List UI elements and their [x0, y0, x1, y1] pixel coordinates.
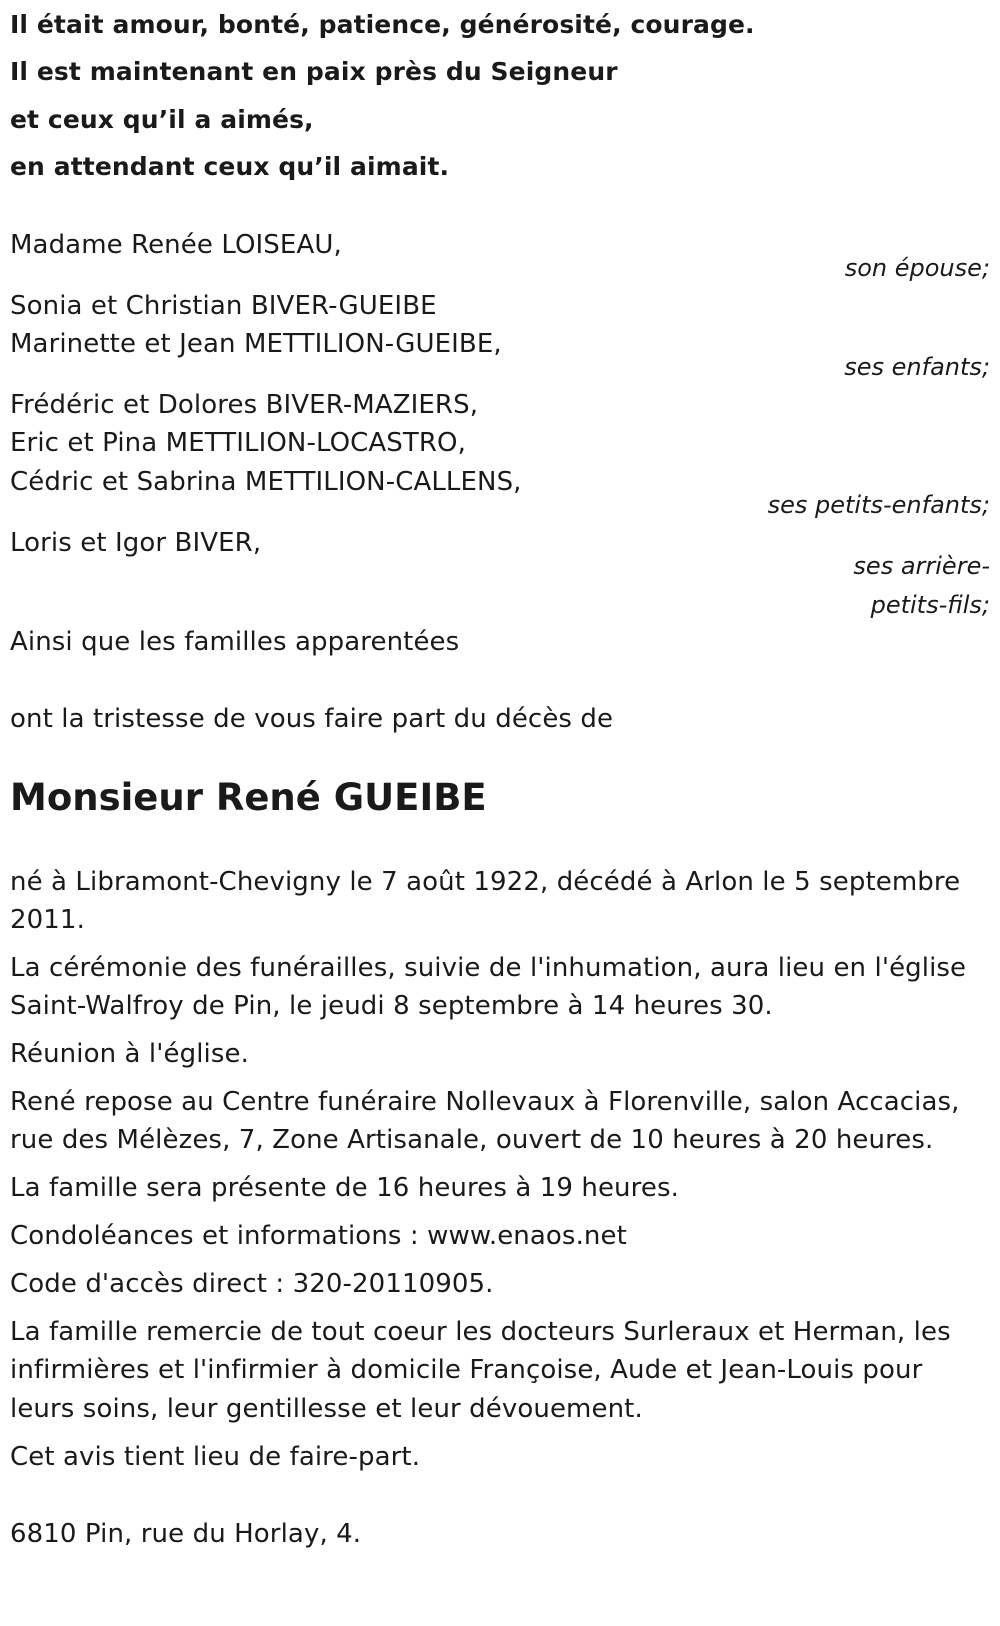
announcement-text: ont la tristesse de vous faire part du décès de [10, 704, 614, 734]
child-name-1: Sonia et Christian BIVER-GUEIBE [10, 291, 437, 321]
child-name-2: Marinette et Jean METTILION-GUEIBE, [10, 329, 502, 359]
rests-line-2: rue des Mélèzes, 7, Zone Artisanale, ouvert de 10 heures à 20 heures. [10, 1125, 934, 1155]
deceased-name: Monsieur René GUEIBE [10, 776, 487, 819]
verse-line-1: Il était amour, bonté, patience, générosité, courage. [10, 10, 755, 39]
thanks-line-3: leurs soins, leur gentillesse et leur dévouement. [10, 1394, 643, 1424]
great-grandchildren-relation-line-1: ses arrière- [853, 552, 990, 580]
children-relation: ses enfants; [844, 353, 990, 381]
notice-text: Cet avis tient lieu de faire-part. [10, 1442, 421, 1472]
grandchild-name-3: Cédric et Sabrina METTILION-CALLENS, [10, 467, 522, 497]
grandchildren-relation: ses petits-enfants; [767, 491, 990, 519]
meeting-text: Réunion à l'église. [10, 1039, 249, 1069]
rests-line-1: René repose au Centre funéraire Nollevaux à Florenville, salon Accacias, [10, 1087, 960, 1117]
ceremony-line-1: La cérémonie des funérailles, suivie de l'inhumation, aura lieu en l'église [10, 953, 967, 983]
birth-death-line-1: né à Libramont-Chevigny le 7 août 1922, décédé à Arlon le 5 septembre [10, 867, 961, 897]
verse-line-3: et ceux qu’il a aimés, [10, 105, 314, 134]
birth-death-line-2: 2011. [10, 905, 85, 935]
ceremony-line-2: Saint-Walfroy de Pin, le jeudi 8 septembre à 14 heures 30. [10, 991, 773, 1021]
great-grandchildren-names: Loris et Igor BIVER, [10, 528, 262, 558]
family-present-text: La famille sera présente de 16 heures à 19 heures. [10, 1173, 679, 1203]
spouse-relation: son épouse; [844, 254, 990, 282]
address-text: 6810 Pin, rue du Horlay, 4. [10, 1519, 362, 1549]
spouse-name: Madame Renée LOISEAU, [10, 230, 342, 260]
grandchild-name-1: Frédéric et Dolores BIVER-MAZIERS, [10, 390, 479, 420]
thanks-line-1: La famille remercie de tout coeur les docteurs Surleraux et Herman, les [10, 1317, 951, 1347]
verse-line-2: Il est maintenant en paix près du Seigneur [10, 57, 618, 86]
access-code-text: Code d'accès direct : 320-20110905. [10, 1269, 494, 1299]
related-families: Ainsi que les familles apparentées [10, 627, 460, 657]
verse-line-4: en attendant ceux qu’il aimait. [10, 152, 450, 181]
grandchild-name-2: Eric et Pina METTILION-LOCASTRO, [10, 428, 466, 458]
thanks-line-2: infirmières et l'infirmier à domicile Françoise, Aude et Jean-Louis pour [10, 1355, 923, 1385]
condolences-text: Condoléances et informations : www.enaos.net [10, 1221, 627, 1251]
great-grandchildren-relation-line-2: petits-fils; [870, 591, 990, 619]
